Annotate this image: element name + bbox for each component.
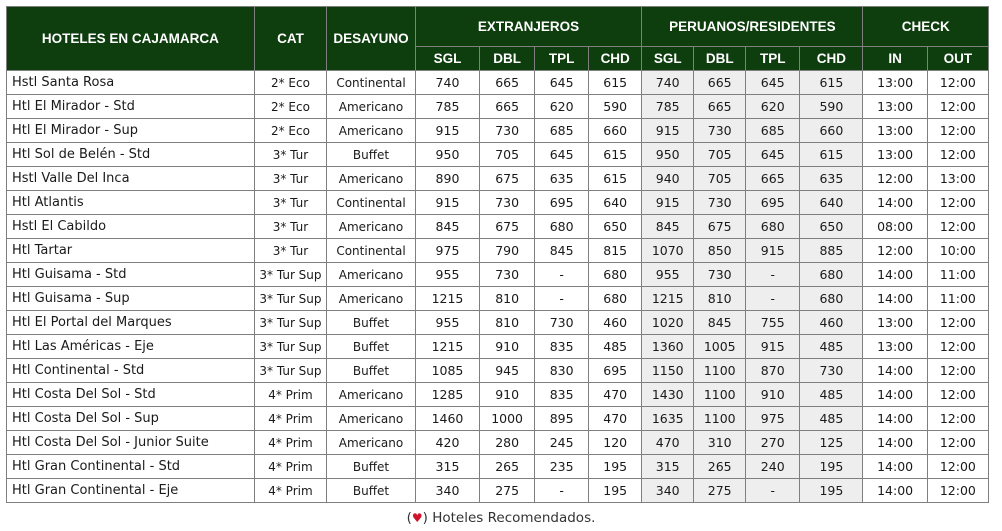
hotel-name-cell: Htl Costa Del Sol - Std bbox=[7, 383, 255, 407]
check-out-cell: 12:00 bbox=[927, 407, 988, 431]
res-tpl-cell: 915 bbox=[746, 239, 800, 263]
check-in-cell: 14:00 bbox=[863, 431, 927, 455]
res-chd-cell: 650 bbox=[800, 215, 863, 239]
check-out-cell: 12:00 bbox=[927, 383, 988, 407]
hotel-name-cell: Htl Gran Continental - Eje bbox=[7, 479, 255, 503]
category-cell: 2* Eco bbox=[254, 95, 326, 119]
ext-tpl-cell: 685 bbox=[535, 119, 589, 143]
res-sgl-cell: 950 bbox=[642, 143, 694, 167]
check-out-cell: 12:00 bbox=[927, 359, 988, 383]
check-in-cell: 14:00 bbox=[863, 287, 927, 311]
ext-sgl-cell: 1085 bbox=[415, 359, 479, 383]
res-dbl-cell: 1005 bbox=[694, 335, 746, 359]
hotel-name-cell: Htl Costa Del Sol - Sup bbox=[7, 407, 255, 431]
ext-sgl-cell: 890 bbox=[415, 167, 479, 191]
header-peruanos: PERUANOS/RESIDENTES bbox=[642, 7, 863, 47]
table-row bbox=[7, 287, 989, 311]
ext-dbl-cell: 730 bbox=[480, 119, 535, 143]
res-chd-cell: 195 bbox=[800, 455, 863, 479]
ext-dbl-cell: 810 bbox=[480, 287, 535, 311]
category-cell: 3* Tur Sup bbox=[254, 311, 326, 335]
res-sgl-cell: 940 bbox=[642, 167, 694, 191]
ext-dbl-cell: 705 bbox=[480, 143, 535, 167]
res-sgl-cell: 315 bbox=[642, 455, 694, 479]
breakfast-cell: Buffet bbox=[327, 479, 416, 503]
table-body bbox=[7, 71, 989, 503]
res-sgl-cell: 845 bbox=[642, 215, 694, 239]
res-dbl-cell: 310 bbox=[694, 431, 746, 455]
ext-tpl-cell: 730 bbox=[535, 311, 589, 335]
res-sgl-cell: 1070 bbox=[642, 239, 694, 263]
hotel-name-cell: Htl Guisama - Std bbox=[7, 263, 255, 287]
res-dbl-cell: 845 bbox=[694, 311, 746, 335]
res-dbl-cell: 730 bbox=[694, 119, 746, 143]
ext-dbl-cell: 910 bbox=[480, 383, 535, 407]
ext-chd-cell: 615 bbox=[589, 71, 642, 95]
check-in-cell: 14:00 bbox=[863, 479, 927, 503]
header-check-in: IN bbox=[863, 47, 927, 71]
breakfast-cell: Americano bbox=[327, 407, 416, 431]
res-tpl-cell: - bbox=[746, 479, 800, 503]
res-dbl-cell: 665 bbox=[694, 95, 746, 119]
ext-dbl-cell: 675 bbox=[480, 167, 535, 191]
table-row bbox=[7, 215, 989, 239]
breakfast-cell: Americano bbox=[327, 119, 416, 143]
ext-dbl-cell: 1000 bbox=[480, 407, 535, 431]
hotel-name-cell: Hstl El Cabildo bbox=[7, 215, 255, 239]
res-sgl-cell: 470 bbox=[642, 431, 694, 455]
res-sgl-cell: 1430 bbox=[642, 383, 694, 407]
breakfast-cell: Buffet bbox=[327, 455, 416, 479]
ext-sgl-cell: 955 bbox=[415, 263, 479, 287]
ext-tpl-cell: 895 bbox=[535, 407, 589, 431]
res-sgl-cell: 785 bbox=[642, 95, 694, 119]
category-cell: 3* Tur bbox=[254, 191, 326, 215]
ext-sgl-cell: 915 bbox=[415, 191, 479, 215]
ext-sgl-cell: 915 bbox=[415, 119, 479, 143]
res-sgl-cell: 340 bbox=[642, 479, 694, 503]
table-row bbox=[7, 119, 989, 143]
res-chd-cell: 635 bbox=[800, 167, 863, 191]
hotel-name-cell: Htl Costa Del Sol - Junior Suite bbox=[7, 431, 255, 455]
header-check-out: OUT bbox=[927, 47, 988, 71]
category-cell: 4* Prim bbox=[254, 455, 326, 479]
res-chd-cell: 615 bbox=[800, 71, 863, 95]
res-tpl-cell: 645 bbox=[746, 143, 800, 167]
res-chd-cell: 460 bbox=[800, 311, 863, 335]
check-in-cell: 13:00 bbox=[863, 311, 927, 335]
header-ext-sgl: SGL bbox=[415, 47, 479, 71]
ext-sgl-cell: 1285 bbox=[415, 383, 479, 407]
breakfast-cell: Americano bbox=[327, 287, 416, 311]
res-dbl-cell: 810 bbox=[694, 287, 746, 311]
category-cell: 3* Tur bbox=[254, 239, 326, 263]
check-in-cell: 13:00 bbox=[863, 335, 927, 359]
check-in-cell: 12:00 bbox=[863, 239, 927, 263]
ext-tpl-cell: 830 bbox=[535, 359, 589, 383]
table-row bbox=[7, 335, 989, 359]
check-in-cell: 13:00 bbox=[863, 119, 927, 143]
res-dbl-cell: 1100 bbox=[694, 407, 746, 431]
check-out-cell: 12:00 bbox=[927, 311, 988, 335]
ext-sgl-cell: 950 bbox=[415, 143, 479, 167]
ext-sgl-cell: 740 bbox=[415, 71, 479, 95]
ext-sgl-cell: 1215 bbox=[415, 335, 479, 359]
header-cat: CAT bbox=[254, 7, 326, 71]
res-chd-cell: 660 bbox=[800, 119, 863, 143]
header-hotel: HOTELES EN CAJAMARCA bbox=[7, 7, 255, 71]
res-sgl-cell: 955 bbox=[642, 263, 694, 287]
category-cell: 3* Tur Sup bbox=[254, 359, 326, 383]
hotel-name-cell: Htl Gran Continental - Std bbox=[7, 455, 255, 479]
hotel-rates-table bbox=[6, 6, 989, 503]
res-chd-cell: 615 bbox=[800, 143, 863, 167]
breakfast-cell: Americano bbox=[327, 431, 416, 455]
hotel-name-cell: Hstl Valle Del Inca bbox=[7, 167, 255, 191]
ext-tpl-cell: - bbox=[535, 263, 589, 287]
check-in-cell: 14:00 bbox=[863, 191, 927, 215]
ext-tpl-cell: 835 bbox=[535, 383, 589, 407]
table-row bbox=[7, 167, 989, 191]
res-dbl-cell: 675 bbox=[694, 215, 746, 239]
footnote-close-paren: ) bbox=[422, 510, 428, 526]
hotel-name-cell: Htl El Mirador - Sup bbox=[7, 119, 255, 143]
table-row bbox=[7, 407, 989, 431]
res-sgl-cell: 740 bbox=[642, 71, 694, 95]
check-out-cell: 11:00 bbox=[927, 263, 988, 287]
ext-chd-cell: 650 bbox=[589, 215, 642, 239]
footnote-text: Hoteles Recomendados. bbox=[427, 510, 596, 526]
res-tpl-cell: 915 bbox=[746, 335, 800, 359]
breakfast-cell: Buffet bbox=[327, 335, 416, 359]
check-out-cell: 11:00 bbox=[927, 287, 988, 311]
ext-tpl-cell: - bbox=[535, 479, 589, 503]
table-row bbox=[7, 455, 989, 479]
header-res-sgl: SGL bbox=[642, 47, 694, 71]
res-dbl-cell: 705 bbox=[694, 143, 746, 167]
check-out-cell: 12:00 bbox=[927, 95, 988, 119]
check-in-cell: 13:00 bbox=[863, 143, 927, 167]
ext-chd-cell: 485 bbox=[589, 335, 642, 359]
check-out-cell: 12:00 bbox=[927, 455, 988, 479]
ext-chd-cell: 815 bbox=[589, 239, 642, 263]
breakfast-cell: Americano bbox=[327, 215, 416, 239]
res-tpl-cell: - bbox=[746, 287, 800, 311]
category-cell: 3* Tur Sup bbox=[254, 335, 326, 359]
ext-sgl-cell: 420 bbox=[415, 431, 479, 455]
res-chd-cell: 730 bbox=[800, 359, 863, 383]
header-extranjeros: EXTRANJEROS bbox=[415, 7, 641, 47]
category-cell: 3* Tur bbox=[254, 143, 326, 167]
ext-tpl-cell: 845 bbox=[535, 239, 589, 263]
breakfast-cell: Americano bbox=[327, 383, 416, 407]
ext-chd-cell: 680 bbox=[589, 263, 642, 287]
table-row bbox=[7, 71, 989, 95]
res-tpl-cell: 755 bbox=[746, 311, 800, 335]
ext-tpl-cell: 695 bbox=[535, 191, 589, 215]
res-tpl-cell: 620 bbox=[746, 95, 800, 119]
heart-icon: ♥ bbox=[411, 511, 423, 525]
category-cell: 3* Tur bbox=[254, 215, 326, 239]
res-sgl-cell: 915 bbox=[642, 119, 694, 143]
hotel-name-cell: Htl Guisama - Sup bbox=[7, 287, 255, 311]
res-tpl-cell: 680 bbox=[746, 215, 800, 239]
ext-dbl-cell: 265 bbox=[480, 455, 535, 479]
res-sgl-cell: 1215 bbox=[642, 287, 694, 311]
check-out-cell: 12:00 bbox=[927, 215, 988, 239]
table-row bbox=[7, 383, 989, 407]
breakfast-cell: Continental bbox=[327, 191, 416, 215]
check-in-cell: 14:00 bbox=[863, 359, 927, 383]
res-tpl-cell: 695 bbox=[746, 191, 800, 215]
check-out-cell: 13:00 bbox=[927, 167, 988, 191]
res-sgl-cell: 1360 bbox=[642, 335, 694, 359]
breakfast-cell: Buffet bbox=[327, 359, 416, 383]
check-in-cell: 08:00 bbox=[863, 215, 927, 239]
res-chd-cell: 590 bbox=[800, 95, 863, 119]
res-chd-cell: 485 bbox=[800, 407, 863, 431]
category-cell: 4* Prim bbox=[254, 383, 326, 407]
ext-dbl-cell: 910 bbox=[480, 335, 535, 359]
hotel-rates-container bbox=[6, 6, 989, 503]
res-chd-cell: 195 bbox=[800, 479, 863, 503]
ext-chd-cell: 470 bbox=[589, 407, 642, 431]
category-cell: 4* Prim bbox=[254, 431, 326, 455]
res-dbl-cell: 705 bbox=[694, 167, 746, 191]
ext-dbl-cell: 675 bbox=[480, 215, 535, 239]
check-out-cell: 12:00 bbox=[927, 143, 988, 167]
res-sgl-cell: 915 bbox=[642, 191, 694, 215]
category-cell: 3* Tur bbox=[254, 167, 326, 191]
header-res-chd: CHD bbox=[800, 47, 863, 71]
hotel-name-cell: Htl Atlantis bbox=[7, 191, 255, 215]
hotel-name-cell: Htl Las Américas - Eje bbox=[7, 335, 255, 359]
check-in-cell: 14:00 bbox=[863, 407, 927, 431]
header-res-dbl: DBL bbox=[694, 47, 746, 71]
table-row bbox=[7, 95, 989, 119]
ext-chd-cell: 460 bbox=[589, 311, 642, 335]
breakfast-cell: Buffet bbox=[327, 311, 416, 335]
ext-tpl-cell: 635 bbox=[535, 167, 589, 191]
res-tpl-cell: - bbox=[746, 263, 800, 287]
ext-sgl-cell: 955 bbox=[415, 311, 479, 335]
ext-dbl-cell: 810 bbox=[480, 311, 535, 335]
check-out-cell: 12:00 bbox=[927, 119, 988, 143]
check-out-cell: 12:00 bbox=[927, 71, 988, 95]
ext-sgl-cell: 340 bbox=[415, 479, 479, 503]
table-row bbox=[7, 311, 989, 335]
res-tpl-cell: 910 bbox=[746, 383, 800, 407]
category-cell: 4* Prim bbox=[254, 479, 326, 503]
res-sgl-cell: 1150 bbox=[642, 359, 694, 383]
ext-chd-cell: 680 bbox=[589, 287, 642, 311]
ext-dbl-cell: 730 bbox=[480, 263, 535, 287]
header-ext-dbl: DBL bbox=[480, 47, 535, 71]
res-chd-cell: 485 bbox=[800, 335, 863, 359]
ext-sgl-cell: 315 bbox=[415, 455, 479, 479]
ext-sgl-cell: 1215 bbox=[415, 287, 479, 311]
ext-chd-cell: 615 bbox=[589, 143, 642, 167]
breakfast-cell: Continental bbox=[327, 239, 416, 263]
res-dbl-cell: 730 bbox=[694, 191, 746, 215]
ext-chd-cell: 470 bbox=[589, 383, 642, 407]
res-chd-cell: 485 bbox=[800, 383, 863, 407]
ext-chd-cell: 695 bbox=[589, 359, 642, 383]
res-sgl-cell: 1020 bbox=[642, 311, 694, 335]
res-dbl-cell: 850 bbox=[694, 239, 746, 263]
ext-dbl-cell: 790 bbox=[480, 239, 535, 263]
ext-chd-cell: 640 bbox=[589, 191, 642, 215]
header-ext-tpl: TPL bbox=[535, 47, 589, 71]
res-dbl-cell: 265 bbox=[694, 455, 746, 479]
ext-dbl-cell: 280 bbox=[480, 431, 535, 455]
table-header bbox=[7, 7, 989, 71]
res-tpl-cell: 870 bbox=[746, 359, 800, 383]
category-cell: 4* Prim bbox=[254, 407, 326, 431]
check-out-cell: 12:00 bbox=[927, 479, 988, 503]
ext-chd-cell: 615 bbox=[589, 167, 642, 191]
table-row bbox=[7, 191, 989, 215]
ext-tpl-cell: 835 bbox=[535, 335, 589, 359]
check-in-cell: 14:00 bbox=[863, 263, 927, 287]
ext-tpl-cell: 645 bbox=[535, 71, 589, 95]
ext-chd-cell: 590 bbox=[589, 95, 642, 119]
res-tpl-cell: 685 bbox=[746, 119, 800, 143]
ext-sgl-cell: 975 bbox=[415, 239, 479, 263]
res-chd-cell: 680 bbox=[800, 263, 863, 287]
ext-tpl-cell: 620 bbox=[535, 95, 589, 119]
ext-sgl-cell: 845 bbox=[415, 215, 479, 239]
check-out-cell: 12:00 bbox=[927, 431, 988, 455]
res-dbl-cell: 730 bbox=[694, 263, 746, 287]
category-cell: 3* Tur Sup bbox=[254, 287, 326, 311]
breakfast-cell: Buffet bbox=[327, 143, 416, 167]
ext-dbl-cell: 730 bbox=[480, 191, 535, 215]
res-tpl-cell: 240 bbox=[746, 455, 800, 479]
ext-sgl-cell: 785 bbox=[415, 95, 479, 119]
header-ext-chd: CHD bbox=[589, 47, 642, 71]
check-out-cell: 10:00 bbox=[927, 239, 988, 263]
res-tpl-cell: 975 bbox=[746, 407, 800, 431]
res-chd-cell: 125 bbox=[800, 431, 863, 455]
check-in-cell: 13:00 bbox=[863, 95, 927, 119]
table-row bbox=[7, 479, 989, 503]
hotel-name-cell: Htl El Mirador - Std bbox=[7, 95, 255, 119]
res-sgl-cell: 1635 bbox=[642, 407, 694, 431]
ext-chd-cell: 660 bbox=[589, 119, 642, 143]
table-row bbox=[7, 263, 989, 287]
footnote-open-paren: ( bbox=[406, 510, 412, 526]
breakfast-cell: Americano bbox=[327, 167, 416, 191]
check-out-cell: 12:00 bbox=[927, 335, 988, 359]
ext-sgl-cell: 1460 bbox=[415, 407, 479, 431]
hotel-name-cell: Htl Continental - Std bbox=[7, 359, 255, 383]
footnote bbox=[0, 510, 1002, 526]
res-chd-cell: 885 bbox=[800, 239, 863, 263]
ext-chd-cell: 120 bbox=[589, 431, 642, 455]
res-chd-cell: 640 bbox=[800, 191, 863, 215]
ext-tpl-cell: 245 bbox=[535, 431, 589, 455]
check-in-cell: 13:00 bbox=[863, 71, 927, 95]
res-tpl-cell: 270 bbox=[746, 431, 800, 455]
category-cell: 3* Tur Sup bbox=[254, 263, 326, 287]
table-row bbox=[7, 359, 989, 383]
hotel-name-cell: Htl Sol de Belén - Std bbox=[7, 143, 255, 167]
table-row bbox=[7, 431, 989, 455]
breakfast-cell: Americano bbox=[327, 95, 416, 119]
res-dbl-cell: 665 bbox=[694, 71, 746, 95]
res-dbl-cell: 275 bbox=[694, 479, 746, 503]
res-dbl-cell: 1100 bbox=[694, 383, 746, 407]
check-out-cell: 12:00 bbox=[927, 191, 988, 215]
hotel-name-cell: Htl El Portal del Marques bbox=[7, 311, 255, 335]
hotel-name-cell: Htl Tartar bbox=[7, 239, 255, 263]
check-in-cell: 14:00 bbox=[863, 455, 927, 479]
res-tpl-cell: 645 bbox=[746, 71, 800, 95]
category-cell: 2* Eco bbox=[254, 71, 326, 95]
ext-dbl-cell: 665 bbox=[480, 71, 535, 95]
ext-chd-cell: 195 bbox=[589, 455, 642, 479]
ext-tpl-cell: - bbox=[535, 287, 589, 311]
table-row bbox=[7, 239, 989, 263]
ext-dbl-cell: 665 bbox=[480, 95, 535, 119]
ext-tpl-cell: 645 bbox=[535, 143, 589, 167]
header-check: CHECK bbox=[863, 7, 989, 47]
breakfast-cell: Continental bbox=[327, 71, 416, 95]
check-in-cell: 14:00 bbox=[863, 383, 927, 407]
category-cell: 2* Eco bbox=[254, 119, 326, 143]
table-row bbox=[7, 143, 989, 167]
ext-dbl-cell: 275 bbox=[480, 479, 535, 503]
header-res-tpl: TPL bbox=[746, 47, 800, 71]
header-desayuno: DESAYUNO bbox=[327, 7, 416, 71]
hotel-name-cell: Hstl Santa Rosa bbox=[7, 71, 255, 95]
ext-tpl-cell: 680 bbox=[535, 215, 589, 239]
ext-dbl-cell: 945 bbox=[480, 359, 535, 383]
ext-chd-cell: 195 bbox=[589, 479, 642, 503]
check-in-cell: 12:00 bbox=[863, 167, 927, 191]
breakfast-cell: Americano bbox=[327, 263, 416, 287]
ext-tpl-cell: 235 bbox=[535, 455, 589, 479]
res-dbl-cell: 1100 bbox=[694, 359, 746, 383]
res-chd-cell: 680 bbox=[800, 287, 863, 311]
res-tpl-cell: 665 bbox=[746, 167, 800, 191]
